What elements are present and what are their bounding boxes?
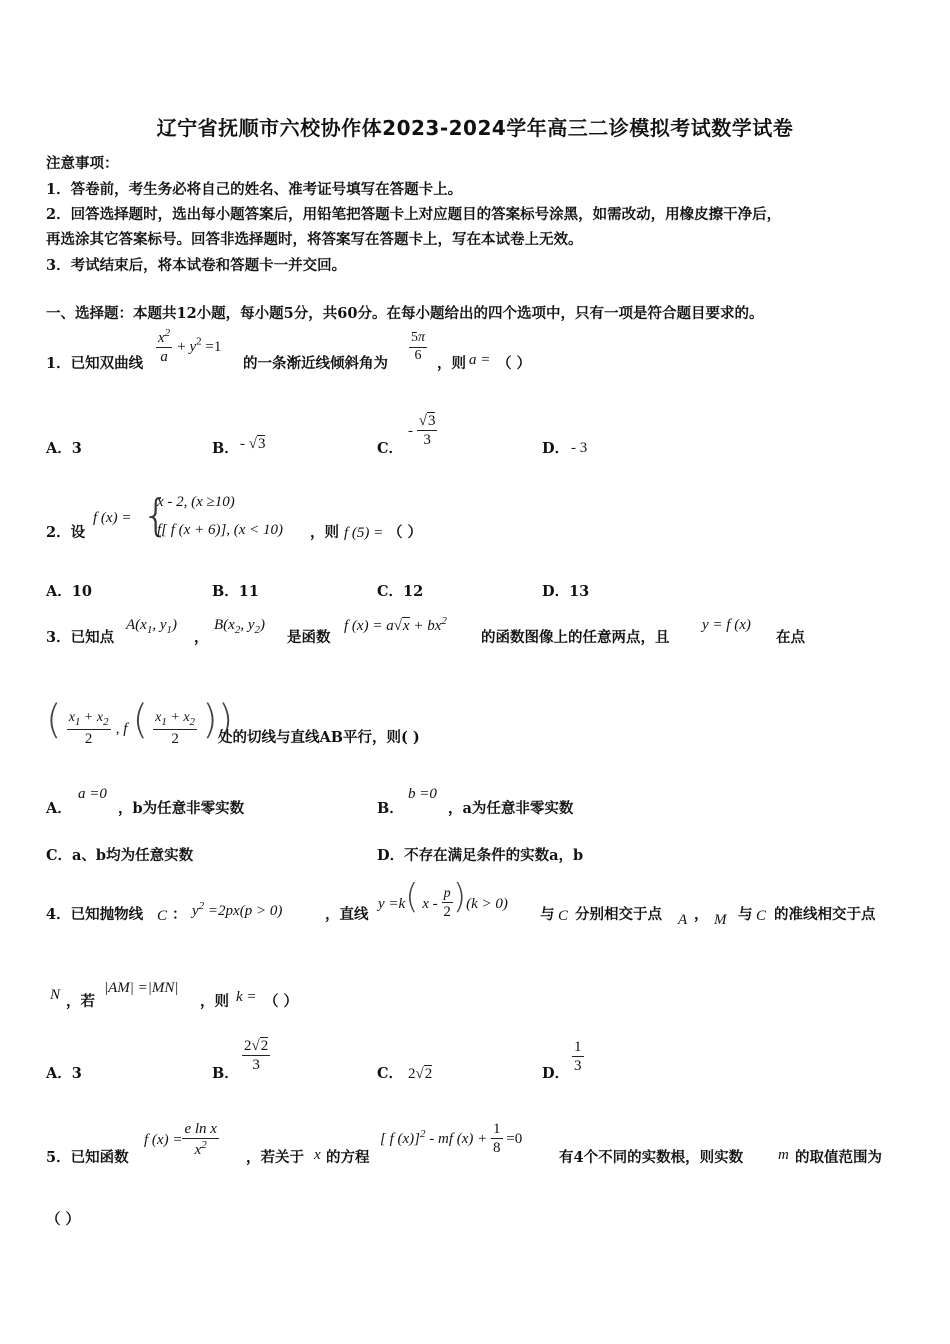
q1-angle: $\frac{5\pi}{6}$ [411,330,426,363]
q5-mid2: 的方程 [326,1149,370,1166]
q1-option-c-value: - $\frac{√3}{3}$ [408,413,436,448]
q4-end: （ ） [264,993,299,1010]
q3-curve: y = f (x) [702,617,751,633]
q5-equation: [ f (x)]$^2$ - mf (x) + $\frac{1}{8}$ =0 [380,1121,523,1156]
q4-mid6: 的准线相交于点 [774,906,876,923]
q3-lead: 3．已知点 [46,629,115,646]
q1-option-d-value: - 3 [571,440,588,456]
q5-var-x: x [314,1147,321,1163]
q3-option-a-tail: ，b为任意非零实数 [118,800,245,817]
q4-curve-c: C [157,908,168,924]
q1-hyperbola-formula: $\frac{x^2}{a}$ + $y^2 =1$ [158,327,222,365]
q3-function: f $(x) = a√x + bx^2$ [344,615,447,634]
q4-point-m: M [714,912,727,928]
q3-option-b-tail: ，a为任意非零实数 [448,800,574,817]
q2-option-c[interactable]: C．12 [377,583,424,600]
q4-option-d-value: $\frac{1}{3}$ [574,1039,582,1074]
q5-mid4: 的取值范围为 [795,1149,882,1166]
notice-heading: 注意事项： [46,155,119,172]
section-heading: 一、选择题：本题共12小题，每小题5分，共60分。在每小题给出的四个选项中，只有一项是符合题目要求的。 [46,305,764,322]
q1-option-d[interactable]: D． [542,440,570,457]
q5-mid1: ，若关于 [246,1149,304,1166]
q4-colon: ： [172,906,187,923]
q2-brace: { [142,490,170,541]
q1-option-b[interactable]: B． [212,440,239,457]
q3-option-b-cond: b =0 [408,786,437,802]
notice-item-2-cont: 再选涂其它答案标号。回答非选择题时，将答案写在答题卡上，写在本试卷上无效。 [46,231,583,248]
q3-mid1: 是函数 [287,629,331,646]
q4-option-d[interactable]: D． [542,1065,570,1082]
q4-mid2: 与 [540,906,555,923]
q3-option-a-cond: a =0 [78,786,107,802]
q1-lead: 1．已知双曲线 [46,355,144,372]
page-title: 辽宁省抚顺市六校协作体2023-2024学年高三二诊模拟考试数学试卷 [156,116,794,140]
q4-mid5: 与 [738,906,753,923]
q2-tail: ，则 [310,524,339,541]
q2-case-1: x - 2, (x ≥10) [157,494,235,510]
q4-option-c-value: 2√2 [408,1066,433,1082]
q3-option-b[interactable]: B． [377,800,404,817]
q4-lead: 4．已知抛物线 [46,906,144,923]
q4-line: y =k( x - $\frac{p}{2}$ )(k > 0) [378,877,508,921]
q3-point-b: $B(x_2$, $y_2$) [214,617,265,636]
q4-mid1: ，直线 [325,906,369,923]
q1-option-c[interactable]: C． [377,440,404,457]
q2-lead: 2．设 [46,524,86,541]
q2-end: （ ） [388,524,423,541]
q1-option-a[interactable]: A．3 [46,440,82,457]
q4-option-c[interactable]: C． [377,1065,404,1082]
q4-line2b: ，则 [200,993,229,1010]
q2-function-name: f (x) = [93,510,132,526]
notice-item-3: 3．考试结束后，将本试卷和答题卡一并交回。 [46,257,347,274]
notice-item-1: 1．答卷前，考生务必将自己的姓名、准考证号填写在答题卡上。 [46,181,463,198]
q4-line2a: ，若 [66,993,95,1010]
q3-point-formula: ( $\frac{x_1 + x_2}{2}$ , f ( $\frac{x_1 + x_2}{2}$ )) [46,697,234,747]
q3-option-c[interactable]: C．a、b均为任意实数 [46,847,194,864]
q1-end: （ ） [497,355,532,372]
q4-point-n: N [50,987,61,1003]
q4-option-b[interactable]: B． [212,1065,239,1082]
q4-curve-c-3: C [756,908,767,924]
q5-var-m: m [778,1147,789,1163]
q3-line2: 处的切线与直线AB平行，则( ) [218,729,420,746]
notice-item-2: 2．回答选择题时，选出每小题答案后，用铅笔把答题卡上对应题目的答案标号涂黑，如需改动，用橡皮擦干净后， [46,206,782,223]
q5-function: f (x) = $\frac{\text{e ln x}}{x^2}$ [144,1121,217,1158]
q4-curve-c-2: C [558,908,569,924]
q3-point-a: $A(x_1$, $y_1$) [126,617,177,636]
q5-line2: （ ） [46,1211,81,1228]
q2-option-d[interactable]: D．13 [542,583,590,600]
q4-mid3: 分别相交于点 [575,906,662,923]
q3-mid2: 的函数图像上的任意两点，且 [481,629,670,646]
q4-point-a: A [678,912,688,928]
q1-tail: ，则 [437,355,466,372]
q3-mid3: 在点 [776,629,805,646]
q3-option-d[interactable]: D．不存在满足条件的实数a，b [377,847,584,864]
q3-option-a[interactable]: A． [46,800,72,817]
q5-mid3: 有4个不同的实数根，则实数 [559,1149,744,1166]
q2-f5: f (5) = [344,525,384,541]
q4-var-k: k = [236,989,257,1005]
q4-condition: |AM| =|MN| [104,980,179,996]
q1-option-b-value: - √3 [240,436,266,452]
q3-sep: ， [194,629,209,646]
q4-option-a[interactable]: A．3 [46,1065,82,1082]
q4-mid4: ， [694,906,709,923]
q5-lead: 5．已知函数 [46,1149,129,1166]
q2-case-2: f[ f (x + 6)], (x < 10) [157,522,284,538]
q1-mid: 的一条渐近线倾斜角为 [243,355,388,372]
q1-var-a: a = [469,352,491,368]
q2-option-b[interactable]: B．11 [212,583,259,600]
q2-option-a[interactable]: A．10 [46,583,92,600]
q4-option-b-value: $\frac{2√2}{3}$ [244,1038,269,1073]
q4-parabola: $y^2 =2px(p > 0)$ [192,900,283,919]
